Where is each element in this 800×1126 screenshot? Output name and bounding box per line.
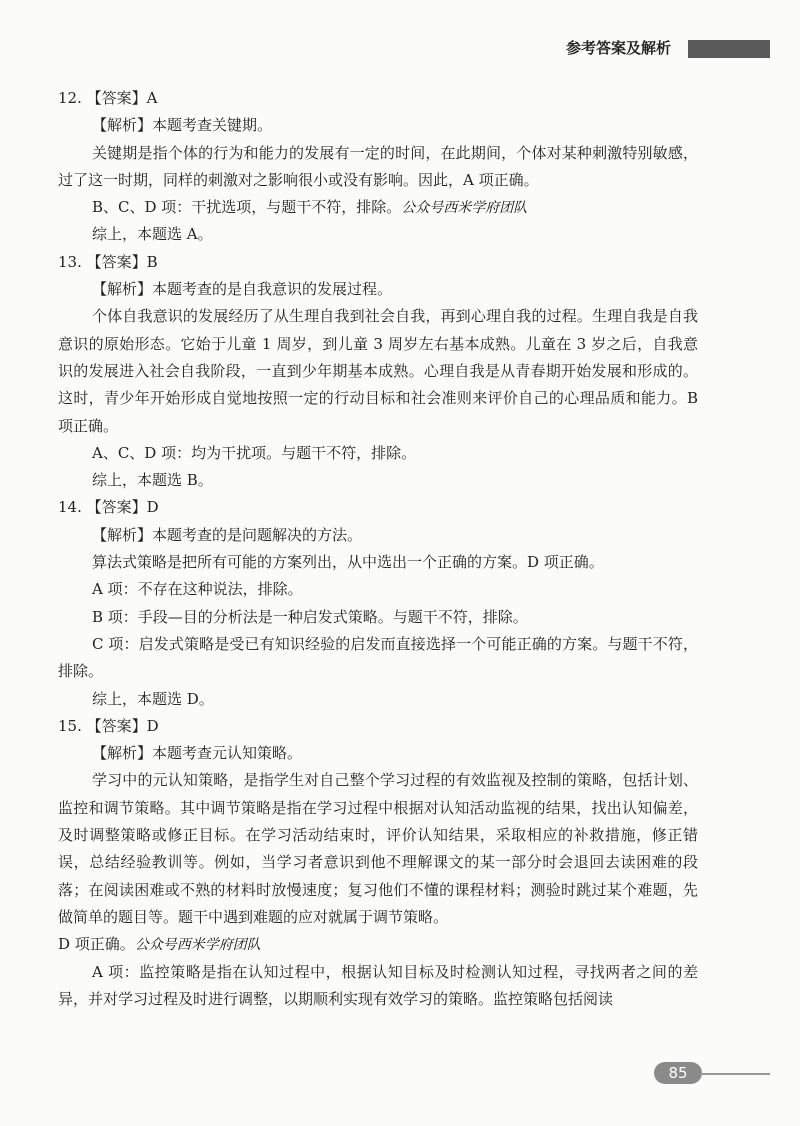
q14-paragraph-4: C 项：启发式策略是受已有知识经验的启发而直接选择一个可能正确的方案。与题干不符，排除。 xyxy=(58,634,698,681)
page-content xyxy=(58,85,698,1013)
q13-paragraph-2: A、C、D 项：均为干扰项。与题干不符，排除。 xyxy=(92,443,417,462)
q12-paragraph-3: 综上，本题选 A。 xyxy=(92,225,213,244)
running-header xyxy=(560,36,770,58)
q15-paragraph-1-end xyxy=(58,931,698,958)
q15-paragraph-1: 学习中的元认知策略，是指学生对自己整个学习过程的有效监视及控制的策略，包括计划、监控和调节策略。其中调节策略是指在学习过程中根据对认知活动监视的结果，找出认知偏差，及时调整策略或修正目标。在学习活动结束时，评价认知结果，采取相应的补救措施，修正错误，总结经验教训等。例如，当学习者意识到他不理解课文的某一部分时会退回去读困难的段落；在阅读困难或不熟的材料时放慢速度；复习他们不懂的课程材料；测验时跳过某个难题，先做简单的题目等。题干中遇到难题的应对就属于调节策略。 xyxy=(58,771,698,926)
q15-paragraph-2: A 项：监控策略是指在认知过程中，根据认知目标及时检测认知过程，寻找两者之间的差异，并对学习过程及时进行调整，以期顺利实现有效学习的策略。监控策略包括阅读 xyxy=(58,962,698,1008)
q12-p2-text: B、C、D 项：干扰选项，与题干不符，排除。 xyxy=(92,198,402,217)
q12-paragraph-1: 关键期是指个体的行为和能力的发展有一定的时间，在此期间，个体对某种刺激特别敏感，过了这一时期，同样的刺激对之影响很小或没有影响。因此，A 项正确。 xyxy=(58,143,698,189)
page-rule xyxy=(700,1073,770,1075)
header-bar xyxy=(688,40,770,58)
q13-paragraph-3: 综上，本题选 B。 xyxy=(92,471,213,490)
q14-paragraph-1: 算法式策略是把所有可能的方案列出，从中选出一个正确的方案。D 项正确。 xyxy=(92,553,604,572)
q13-answer: 13. 【答案】B xyxy=(58,252,158,271)
q12-answer: 12. 【答案】A xyxy=(58,89,158,107)
q12-analysis: 【解析】本题考查关键期。 xyxy=(92,116,273,135)
q14-answer: 14. 【答案】D xyxy=(58,498,159,517)
q13-analysis: 【解析】本题考查的是自我意识的发展过程。 xyxy=(92,280,393,299)
q14-paragraph-3: B 项：手段—目的分析法是一种启发式策略。与题干不符，排除。 xyxy=(92,607,528,626)
q15-p1-end-text: D 项正确。 xyxy=(58,935,135,954)
page-number: 85 xyxy=(654,1062,702,1084)
q14-analysis: 【解析】本题考查的是问题解决的方法。 xyxy=(92,525,363,544)
q12-handwritten-note: 公众号西米学府团队 xyxy=(401,200,528,217)
q14-paragraph-5: 综上，本题选 D。 xyxy=(92,689,214,708)
header-title: 参考答案及解析 xyxy=(566,39,672,57)
q15-handwritten-note: 公众号西米学府团队 xyxy=(134,937,261,954)
q15-analysis: 【解析】本题考查元认知策略。 xyxy=(92,744,303,763)
q12-paragraph-2 xyxy=(58,194,698,221)
q15-answer: 15. 【答案】D xyxy=(58,716,159,735)
q13-paragraph-1: 个体自我意识的发展经历了从生理自我到社会自我，再到心理自我的过程。生理自我是自我意识的原始形态。它始于儿童 1 周岁，到儿童 3 周岁左右基本成熟。儿童在 3 岁之后，自我意识的发展进入社会自我阶段，一直到少年期基本成熟。心理自我是从青春期开始发展和形成的。这时，青少年开始形成自觉地按照一定的行动目标和社会准则来评价自己的心理品质和能力。B 项正确。 xyxy=(58,307,698,435)
q14-paragraph-2: A 项：不存在这种说法，排除。 xyxy=(92,580,303,599)
